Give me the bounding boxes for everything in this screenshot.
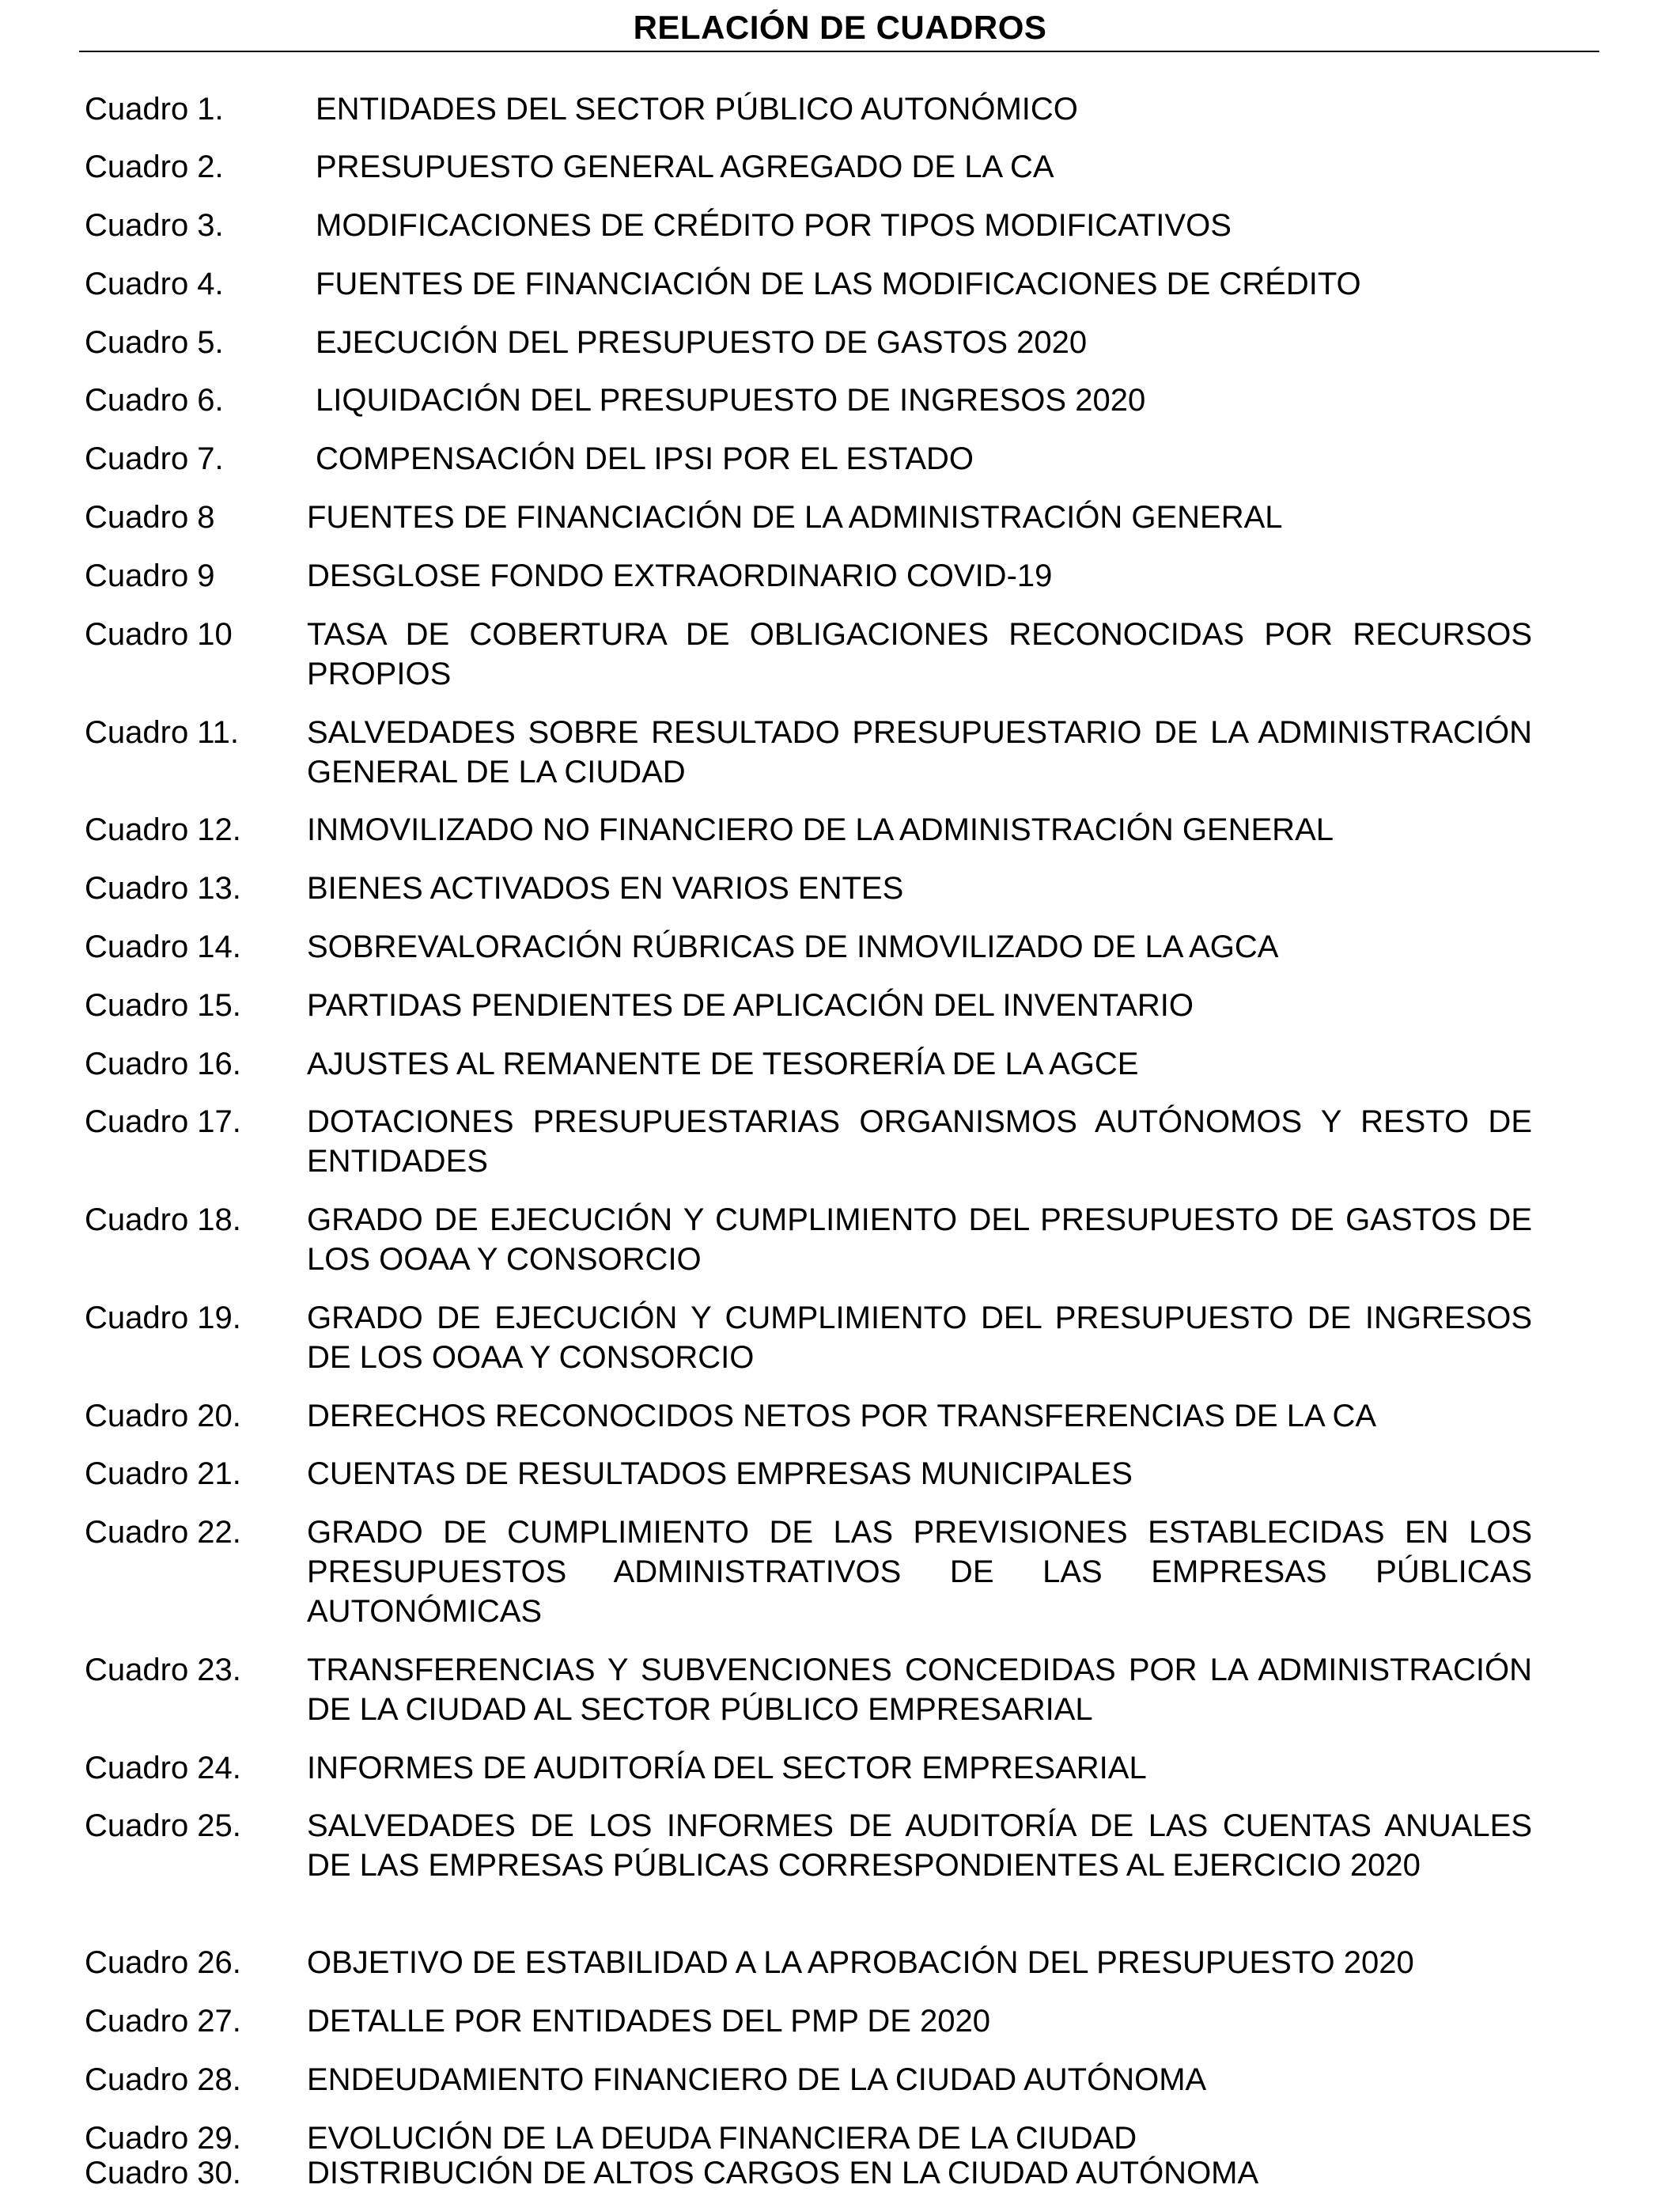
list-item-number: Cuadro 9 [85, 558, 215, 593]
list-item-number: Cuadro 7. [85, 441, 224, 476]
list-item [85, 615, 1532, 694]
list-item-number: Cuadro 29. [85, 2121, 241, 2156]
list-item [85, 1748, 1532, 1788]
list-item-title: GRADO DE EJECUCIÓN Y CUMPLIMIENTO DEL PRESUPUESTO DE GASTOS DE LOS OOAA Y CONSORCIO [307, 1202, 1532, 1277]
list-item-title: PARTIDAS PENDIENTES DE APLICACIÓN DEL INVENTARIO [307, 988, 1194, 1023]
list-item-title: ENTIDADES DEL SECTOR PÚBLICO AUTONÓMICO [316, 92, 1078, 127]
list-item-title: SALVEDADES DE LOS INFORMES DE AUDITORÍA DE LAS CUENTAS ANUALES DE LAS EMPRESAS PÚBLICAS CORRESPONDIENTES AL EJERCICIO 2020 [307, 1808, 1532, 1883]
list-item-number: Cuadro 14. [85, 930, 241, 964]
list-item-title: OBJETIVO DE ESTABILIDAD A LA APROBACIÓN DEL PRESUPUESTO 2020 [307, 1945, 1414, 1980]
list-item [85, 1650, 1532, 1729]
list-item-title: SALVEDADES SOBRE RESULTADO PRESUPUESTARIO DE LA ADMINISTRACIÓN GENERAL DE LA CIUDAD [307, 715, 1532, 789]
list-item-title: INFORMES DE AUDITORÍA DEL SECTOR EMPRESARIAL [307, 1751, 1147, 1785]
list-item-title: ENDEUDAMIENTO FINANCIERO DE LA CIUDAD AUTÓNOMA [307, 2062, 1207, 2097]
list-item-title: DERECHOS RECONOCIDOS NETOS POR TRANSFERENCIAS DE LA CA [307, 1399, 1377, 1433]
list-item-number: Cuadro 15. [85, 988, 241, 1023]
list-item-title: INMOVILIZADO NO FINANCIERO DE LA ADMINISTRACIÓN GENERAL [307, 812, 1334, 847]
list-item [85, 1396, 1532, 1436]
list-item-title: TASA DE COBERTURA DE OBLIGACIONES RECONOCIDAS POR RECURSOS PROPIOS [307, 617, 1532, 691]
list-item-title: LIQUIDACIÓN DEL PRESUPUESTO DE INGRESOS 2020 [316, 383, 1146, 418]
list-item-number: Cuadro 10 [85, 617, 233, 652]
list-item-number: Cuadro 17. [85, 1104, 241, 1139]
list-item [85, 2153, 1532, 2193]
list-item [85, 1454, 1532, 1494]
list-item [85, 2060, 1532, 2099]
list-item-number: Cuadro 23. [85, 1653, 241, 1687]
list-item-title: FUENTES DE FINANCIACIÓN DE LA ADMINISTRACIÓN GENERAL [307, 500, 1283, 535]
list-item-number: Cuadro 4. [85, 267, 224, 301]
list-item-title: DOTACIONES PRESUPUESTARIAS ORGANISMOS AUTÓNOMOS Y RESTO DE ENTIDADES [307, 1104, 1532, 1179]
list-item [85, 439, 1532, 479]
list-item [85, 147, 1532, 187]
list-item-number: Cuadro 3. [85, 208, 224, 243]
list-item-title: GRADO DE EJECUCIÓN Y CUMPLIMIENTO DEL PRESUPUESTO DE INGRESOS DE LOS OOAA Y CONSORCIO [307, 1301, 1532, 1375]
list-item [85, 713, 1532, 792]
list-item-title: GRADO DE CUMPLIMIENTO DE LAS PREVISIONES ESTABLECIDAS EN LOS PRESUPUESTOS ADMINISTRATIVOS DE LAS EMPRESAS PÚBLICAS AUTONÓMICAS [307, 1515, 1532, 1629]
list-item-title: DESGLOSE FONDO EXTRAORDINARIO COVID-19 [307, 558, 1053, 593]
list-item-number: Cuadro 27. [85, 2004, 241, 2039]
list-item-number: Cuadro 19. [85, 1301, 241, 1335]
list-item-title: DISTRIBUCIÓN DE ALTOS CARGOS EN LA CIUDAD AUTÓNOMA [307, 2156, 1259, 2190]
list-item-title: CUENTAS DE RESULTADOS EMPRESAS MUNICIPALES [307, 1456, 1133, 1491]
list-item-number: Cuadro 13. [85, 871, 241, 906]
list-item-title: AJUSTES AL REMANENTE DE TESORERÍA DE LA AGCE [307, 1047, 1139, 1081]
list-item-number: Cuadro 8 [85, 500, 215, 535]
list-item-title: PRESUPUESTO GENERAL AGREGADO DE LA CA [316, 150, 1054, 184]
list-item [85, 1044, 1532, 1084]
list-item [85, 381, 1532, 420]
list-item-title: COMPENSACIÓN DEL IPSI POR EL ESTADO [316, 441, 974, 476]
list-item-title: MODIFICACIONES DE CRÉDITO POR TIPOS MODIFICATIVOS [316, 208, 1232, 243]
list-item-title: TRANSFERENCIAS Y SUBVENCIONES CONCEDIDAS POR LA ADMINISTRACIÓN DE LA CIUDAD AL SECTOR PÚBLICO EMPRESARIAL [307, 1653, 1532, 1727]
list-item-number: Cuadro 16. [85, 1047, 241, 1081]
list-item-number: Cuadro 26. [85, 1945, 241, 1980]
list-item-number: Cuadro 21. [85, 1456, 241, 1491]
list-item-title: BIENES ACTIVADOS EN VARIOS ENTES [307, 871, 904, 906]
list-item-number: Cuadro 11. [85, 715, 239, 750]
list-item [85, 206, 1532, 245]
list-item-number: Cuadro 20. [85, 1399, 241, 1433]
list-item-title: EJECUCIÓN DEL PRESUPUESTO DE GASTOS 2020 [316, 325, 1088, 360]
list-item [85, 1102, 1532, 1181]
list-item-title: DETALLE POR ENTIDADES DEL PMP DE 2020 [307, 2004, 991, 2039]
list-item-title: SOBREVALORACIÓN RÚBRICAS DE INMOVILIZADO DE LA AGCA [307, 930, 1279, 964]
list-item-number: Cuadro 24. [85, 1751, 241, 1785]
list-item [85, 498, 1532, 537]
page-title: RELACIÓN DE CUADROS [633, 9, 1047, 46]
list-item [85, 810, 1532, 850]
list-item [85, 2001, 1532, 2041]
title-divider [79, 51, 1599, 52]
list-item [85, 1806, 1532, 1885]
list-item-number: Cuadro 30. [85, 2156, 241, 2190]
list-item-number: Cuadro 18. [85, 1202, 241, 1237]
list-item-number: Cuadro 22. [85, 1515, 241, 1550]
list-item [85, 1943, 1532, 1982]
list-item-number: Cuadro 25. [85, 1808, 241, 1843]
list-item [85, 986, 1532, 1025]
list-item-number: Cuadro 2. [85, 150, 224, 184]
list-item [85, 323, 1532, 362]
list-item [85, 1298, 1532, 1377]
list-item [85, 89, 1532, 129]
list-item [85, 927, 1532, 967]
list-item-number: Cuadro 1. [85, 92, 224, 127]
list-item-number: Cuadro 28. [85, 2062, 241, 2097]
list-item [85, 2118, 1532, 2158]
list-item [85, 264, 1532, 304]
list-item [85, 1200, 1532, 1279]
list-item-number: Cuadro 5. [85, 325, 224, 360]
list-item-title: FUENTES DE FINANCIACIÓN DE LAS MODIFICACIONES DE CRÉDITO [316, 267, 1361, 301]
list-item-number: Cuadro 12. [85, 812, 241, 847]
list-item [85, 869, 1532, 908]
list-item [85, 556, 1532, 596]
list-item [85, 1513, 1532, 1631]
list-item-title: EVOLUCIÓN DE LA DEUDA FINANCIERA DE LA CIUDAD [307, 2121, 1137, 2156]
list-item-number: Cuadro 6. [85, 383, 224, 418]
